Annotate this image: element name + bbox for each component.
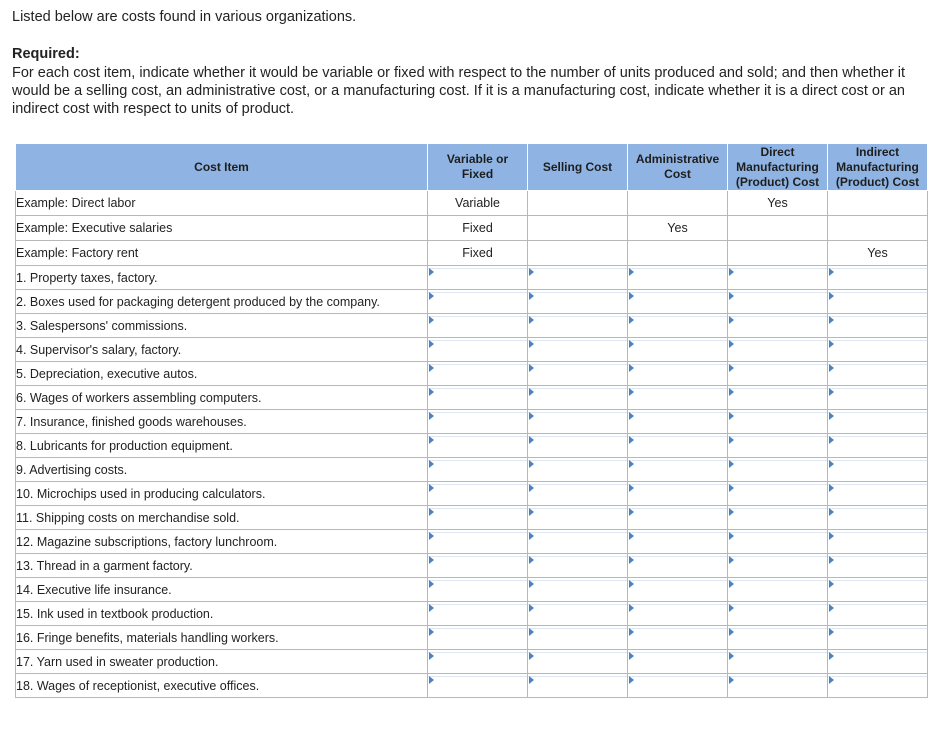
dropdown-marker-icon	[428, 628, 527, 648]
dropdown-marker-icon	[528, 436, 627, 456]
dropdown-marker-icon	[828, 316, 927, 336]
dropdown-marker-icon	[628, 460, 727, 480]
dropdown-marker-icon	[728, 268, 827, 288]
dropdown-marker-icon	[628, 436, 727, 456]
dropdown-marker-icon	[528, 604, 627, 624]
direct-dropdown[interactable]	[728, 674, 828, 698]
dropdown-marker-icon	[428, 460, 527, 480]
cost-item-row	[16, 362, 928, 386]
selling-dropdown[interactable]	[528, 674, 628, 698]
dropdown-marker-icon	[628, 268, 727, 288]
variable-fixed-dropdown[interactable]	[428, 434, 528, 458]
direct-dropdown[interactable]	[728, 626, 828, 650]
direct-dropdown[interactable]	[728, 266, 828, 290]
variable-fixed-dropdown[interactable]	[428, 626, 528, 650]
dropdown-marker-icon	[428, 484, 527, 504]
administrative-dropdown[interactable]	[628, 458, 728, 482]
indirect-dropdown[interactable]	[828, 266, 928, 290]
dropdown-marker-icon	[828, 652, 927, 672]
dropdown-marker-icon	[628, 508, 727, 528]
dropdown-marker-icon	[528, 364, 627, 384]
dropdown-marker-icon	[728, 364, 827, 384]
cost-item-label: Example: Factory rent	[16, 241, 428, 266]
cost-item-row	[16, 458, 928, 482]
administrative-dropdown[interactable]	[628, 506, 728, 530]
dropdown-marker-icon	[728, 388, 827, 408]
dropdown-marker-icon	[728, 412, 827, 432]
cost-item-row	[16, 338, 928, 362]
dropdown-marker-icon	[428, 532, 527, 552]
example-direct-cell	[728, 216, 828, 241]
example-variable-fixed-cell: Variable	[428, 191, 528, 216]
selling-dropdown[interactable]	[528, 314, 628, 338]
cost-item-label: 14. Executive life insurance.	[16, 578, 428, 602]
cost-item-row	[16, 650, 928, 674]
dropdown-marker-icon	[528, 556, 627, 576]
cost-item-label: 3. Salespersons' commissions.	[16, 314, 428, 338]
direct-dropdown[interactable]	[728, 482, 828, 506]
administrative-dropdown[interactable]	[628, 386, 728, 410]
example-direct-cell: Yes	[728, 191, 828, 216]
dropdown-marker-icon	[428, 316, 527, 336]
example-variable-fixed-cell: Fixed	[428, 216, 528, 241]
dropdown-marker-icon	[828, 412, 927, 432]
dropdown-marker-icon	[428, 388, 527, 408]
selling-dropdown[interactable]	[528, 506, 628, 530]
variable-fixed-dropdown[interactable]	[428, 458, 528, 482]
dropdown-marker-icon	[428, 436, 527, 456]
cost-item-label: 18. Wages of receptionist, executive offices.	[16, 674, 428, 698]
cost-item-label: 8. Lubricants for production equipment.	[16, 434, 428, 458]
example-indirect-cell	[828, 191, 928, 216]
selling-dropdown[interactable]	[528, 290, 628, 314]
administrative-dropdown[interactable]	[628, 554, 728, 578]
direct-dropdown[interactable]	[728, 650, 828, 674]
direct-dropdown[interactable]	[728, 362, 828, 386]
cost-item-label: 12. Magazine subscriptions, factory lunchroom.	[16, 530, 428, 554]
cost-item-label: 17. Yarn used in sweater production.	[16, 650, 428, 674]
cost-item-label: 6. Wages of workers assembling computers.	[16, 386, 428, 410]
dropdown-marker-icon	[828, 340, 927, 360]
administrative-dropdown[interactable]	[628, 578, 728, 602]
variable-fixed-dropdown[interactable]	[428, 482, 528, 506]
variable-fixed-dropdown[interactable]	[428, 410, 528, 434]
dropdown-marker-icon	[428, 412, 527, 432]
dropdown-marker-icon	[828, 580, 927, 600]
dropdown-marker-icon	[528, 508, 627, 528]
dropdown-marker-icon	[628, 556, 727, 576]
selling-dropdown[interactable]	[528, 410, 628, 434]
dropdown-marker-icon	[828, 292, 927, 312]
administrative-dropdown[interactable]	[628, 338, 728, 362]
cost-item-label: 5. Depreciation, executive autos.	[16, 362, 428, 386]
selling-dropdown[interactable]	[528, 626, 628, 650]
indirect-dropdown[interactable]	[828, 650, 928, 674]
dropdown-marker-icon	[728, 460, 827, 480]
selling-dropdown[interactable]	[528, 482, 628, 506]
selling-dropdown[interactable]	[528, 362, 628, 386]
cost-item-row	[16, 410, 928, 434]
administrative-dropdown[interactable]	[628, 362, 728, 386]
dropdown-marker-icon	[628, 652, 727, 672]
dropdown-marker-icon	[528, 268, 627, 288]
example-selling-cell	[528, 191, 628, 216]
dropdown-marker-icon	[528, 676, 627, 696]
required-instructions: For each cost item, indicate whether it would be variable or fixed with respect to the number of units produced and sold; and then whether it would be a selling cost, an administrative cost, or a manufacturing cost. If it is a manufacturing cost, indicate whether it is a direct cost or an indirect cost with respect to units of product.	[12, 65, 906, 117]
variable-fixed-dropdown[interactable]	[428, 314, 528, 338]
cost-item-row	[16, 674, 928, 698]
example-direct-cell	[728, 241, 828, 266]
dropdown-marker-icon	[828, 532, 927, 552]
indirect-dropdown[interactable]	[828, 674, 928, 698]
administrative-dropdown[interactable]	[628, 290, 728, 314]
variable-fixed-dropdown[interactable]	[428, 362, 528, 386]
selling-dropdown[interactable]	[528, 602, 628, 626]
direct-dropdown[interactable]	[728, 554, 828, 578]
header-row	[16, 144, 928, 191]
example-selling-cell	[528, 216, 628, 241]
indirect-dropdown[interactable]	[828, 290, 928, 314]
dropdown-marker-icon	[728, 292, 827, 312]
dropdown-marker-icon	[628, 292, 727, 312]
dropdown-marker-icon	[628, 484, 727, 504]
example-variable-fixed-cell: Fixed	[428, 241, 528, 266]
cost-item-row	[16, 602, 928, 626]
dropdown-marker-icon	[628, 580, 727, 600]
dropdown-marker-icon	[828, 436, 927, 456]
direct-dropdown[interactable]	[728, 338, 828, 362]
variable-fixed-dropdown[interactable]	[428, 554, 528, 578]
dropdown-marker-icon	[428, 292, 527, 312]
dropdown-marker-icon	[428, 340, 527, 360]
cost-item-label: 4. Supervisor's salary, factory.	[16, 338, 428, 362]
dropdown-marker-icon	[828, 604, 927, 624]
indirect-dropdown[interactable]	[828, 410, 928, 434]
dropdown-marker-icon	[828, 628, 927, 648]
cost-item-label: 10. Microchips used in producing calculators.	[16, 482, 428, 506]
direct-dropdown[interactable]	[728, 458, 828, 482]
variable-fixed-dropdown[interactable]	[428, 602, 528, 626]
dropdown-marker-icon	[728, 652, 827, 672]
example-row	[16, 216, 928, 241]
dropdown-marker-icon	[528, 292, 627, 312]
indirect-dropdown[interactable]	[828, 530, 928, 554]
cost-item-row	[16, 506, 928, 530]
dropdown-marker-icon	[528, 484, 627, 504]
dropdown-marker-icon	[628, 412, 727, 432]
dropdown-marker-icon	[628, 676, 727, 696]
dropdown-marker-icon	[728, 628, 827, 648]
selling-dropdown[interactable]	[528, 434, 628, 458]
dropdown-marker-icon	[828, 460, 927, 480]
dropdown-marker-icon	[428, 580, 527, 600]
direct-dropdown[interactable]	[728, 434, 828, 458]
selling-dropdown[interactable]	[528, 386, 628, 410]
indirect-dropdown[interactable]	[828, 338, 928, 362]
administrative-dropdown[interactable]	[628, 314, 728, 338]
example-administrative-cell	[628, 241, 728, 266]
indirect-dropdown[interactable]	[828, 314, 928, 338]
dropdown-marker-icon	[528, 316, 627, 336]
dropdown-marker-icon	[728, 676, 827, 696]
variable-fixed-dropdown[interactable]	[428, 506, 528, 530]
dropdown-marker-icon	[728, 436, 827, 456]
cost-item-label: 13. Thread in a garment factory.	[16, 554, 428, 578]
example-selling-cell	[528, 241, 628, 266]
dropdown-marker-icon	[728, 340, 827, 360]
cost-item-row	[16, 482, 928, 506]
indirect-dropdown[interactable]	[828, 482, 928, 506]
required-heading: Required:	[12, 46, 80, 62]
dropdown-marker-icon	[428, 268, 527, 288]
administrative-dropdown[interactable]	[628, 602, 728, 626]
dropdown-marker-icon	[628, 364, 727, 384]
administrative-dropdown[interactable]	[628, 434, 728, 458]
dropdown-marker-icon	[428, 604, 527, 624]
dropdown-marker-icon	[628, 340, 727, 360]
cost-item-label: 1. Property taxes, factory.	[16, 266, 428, 290]
cost-item-row	[16, 290, 928, 314]
direct-dropdown[interactable]	[728, 602, 828, 626]
direct-dropdown[interactable]	[728, 578, 828, 602]
dropdown-marker-icon	[728, 508, 827, 528]
cost-item-label: 9. Advertising costs.	[16, 458, 428, 482]
header-direct-manufacturing: Direct Manufacturing (Product) Cost	[728, 144, 828, 191]
cost-item-row	[16, 578, 928, 602]
dropdown-marker-icon	[728, 580, 827, 600]
dropdown-marker-icon	[828, 556, 927, 576]
direct-dropdown[interactable]	[728, 386, 828, 410]
variable-fixed-dropdown[interactable]	[428, 386, 528, 410]
dropdown-marker-icon	[428, 508, 527, 528]
direct-dropdown[interactable]	[728, 290, 828, 314]
direct-dropdown[interactable]	[728, 506, 828, 530]
administrative-dropdown[interactable]	[628, 266, 728, 290]
indirect-dropdown[interactable]	[828, 626, 928, 650]
cost-item-row	[16, 554, 928, 578]
dropdown-marker-icon	[828, 388, 927, 408]
dropdown-marker-icon	[528, 580, 627, 600]
indirect-dropdown[interactable]	[828, 554, 928, 578]
variable-fixed-dropdown[interactable]	[428, 650, 528, 674]
indirect-dropdown[interactable]	[828, 506, 928, 530]
cost-item-label: 15. Ink used in textbook production.	[16, 602, 428, 626]
selling-dropdown[interactable]	[528, 458, 628, 482]
dropdown-marker-icon	[628, 628, 727, 648]
cost-item-row	[16, 266, 928, 290]
example-administrative-cell: Yes	[628, 216, 728, 241]
dropdown-marker-icon	[428, 556, 527, 576]
dropdown-marker-icon	[628, 532, 727, 552]
header-selling-cost: Selling Cost	[528, 144, 628, 191]
selling-dropdown[interactable]	[528, 338, 628, 362]
dropdown-marker-icon	[828, 268, 927, 288]
intro-text: Listed below are costs found in various organizations.	[12, 9, 357, 25]
dropdown-marker-icon	[528, 412, 627, 432]
indirect-dropdown[interactable]	[828, 458, 928, 482]
example-indirect-cell: Yes	[828, 241, 928, 266]
administrative-dropdown[interactable]	[628, 482, 728, 506]
dropdown-marker-icon	[728, 604, 827, 624]
cost-item-row	[16, 386, 928, 410]
header-indirect-manufacturing: Indirect Manufacturing (Product) Cost	[828, 144, 928, 191]
dropdown-marker-icon	[728, 316, 827, 336]
administrative-dropdown[interactable]	[628, 674, 728, 698]
cost-classification-table	[15, 143, 928, 698]
example-indirect-cell	[828, 216, 928, 241]
cost-item-label: 7. Insurance, finished goods warehouses.	[16, 410, 428, 434]
administrative-dropdown[interactable]	[628, 626, 728, 650]
dropdown-marker-icon	[828, 484, 927, 504]
dropdown-marker-icon	[628, 604, 727, 624]
dropdown-marker-icon	[428, 676, 527, 696]
variable-fixed-dropdown[interactable]	[428, 578, 528, 602]
indirect-dropdown[interactable]	[828, 602, 928, 626]
indirect-dropdown[interactable]	[828, 434, 928, 458]
cost-item-row	[16, 530, 928, 554]
dropdown-marker-icon	[528, 460, 627, 480]
dropdown-marker-icon	[428, 364, 527, 384]
direct-dropdown[interactable]	[728, 410, 828, 434]
indirect-dropdown[interactable]	[828, 386, 928, 410]
dropdown-marker-icon	[728, 556, 827, 576]
direct-dropdown[interactable]	[728, 314, 828, 338]
selling-dropdown[interactable]	[528, 266, 628, 290]
dropdown-marker-icon	[728, 484, 827, 504]
dropdown-marker-icon	[428, 652, 527, 672]
dropdown-marker-icon	[528, 628, 627, 648]
selling-dropdown[interactable]	[528, 554, 628, 578]
administrative-dropdown[interactable]	[628, 530, 728, 554]
cost-item-row	[16, 626, 928, 650]
example-administrative-cell	[628, 191, 728, 216]
variable-fixed-dropdown[interactable]	[428, 290, 528, 314]
indirect-dropdown[interactable]	[828, 362, 928, 386]
example-row	[16, 241, 928, 266]
dropdown-marker-icon	[528, 388, 627, 408]
dropdown-marker-icon	[528, 532, 627, 552]
selling-dropdown[interactable]	[528, 650, 628, 674]
direct-dropdown[interactable]	[728, 530, 828, 554]
dropdown-marker-icon	[528, 652, 627, 672]
header-administrative-cost: Administrative Cost	[628, 144, 728, 191]
indirect-dropdown[interactable]	[828, 578, 928, 602]
example-row	[16, 191, 928, 216]
variable-fixed-dropdown[interactable]	[428, 530, 528, 554]
cost-item-label: 11. Shipping costs on merchandise sold.	[16, 506, 428, 530]
cost-item-row	[16, 434, 928, 458]
dropdown-marker-icon	[628, 316, 727, 336]
dropdown-marker-icon	[528, 340, 627, 360]
header-cost-item: Cost Item	[16, 144, 428, 191]
dropdown-marker-icon	[828, 364, 927, 384]
dropdown-marker-icon	[728, 532, 827, 552]
dropdown-marker-icon	[828, 508, 927, 528]
selling-dropdown[interactable]	[528, 530, 628, 554]
header-variable-fixed: Variable or Fixed	[428, 144, 528, 191]
dropdown-marker-icon	[828, 676, 927, 696]
cost-item-label: 16. Fringe benefits, materials handling workers.	[16, 626, 428, 650]
variable-fixed-dropdown[interactable]	[428, 338, 528, 362]
administrative-dropdown[interactable]	[628, 410, 728, 434]
cost-item-label: 2. Boxes used for packaging detergent produced by the company.	[16, 290, 428, 314]
cost-item-label: Example: Executive salaries	[16, 216, 428, 241]
cost-item-row	[16, 314, 928, 338]
selling-dropdown[interactable]	[528, 578, 628, 602]
cost-item-label: Example: Direct labor	[16, 191, 428, 216]
administrative-dropdown[interactable]	[628, 650, 728, 674]
dropdown-marker-icon	[628, 388, 727, 408]
variable-fixed-dropdown[interactable]	[428, 674, 528, 698]
variable-fixed-dropdown[interactable]	[428, 266, 528, 290]
